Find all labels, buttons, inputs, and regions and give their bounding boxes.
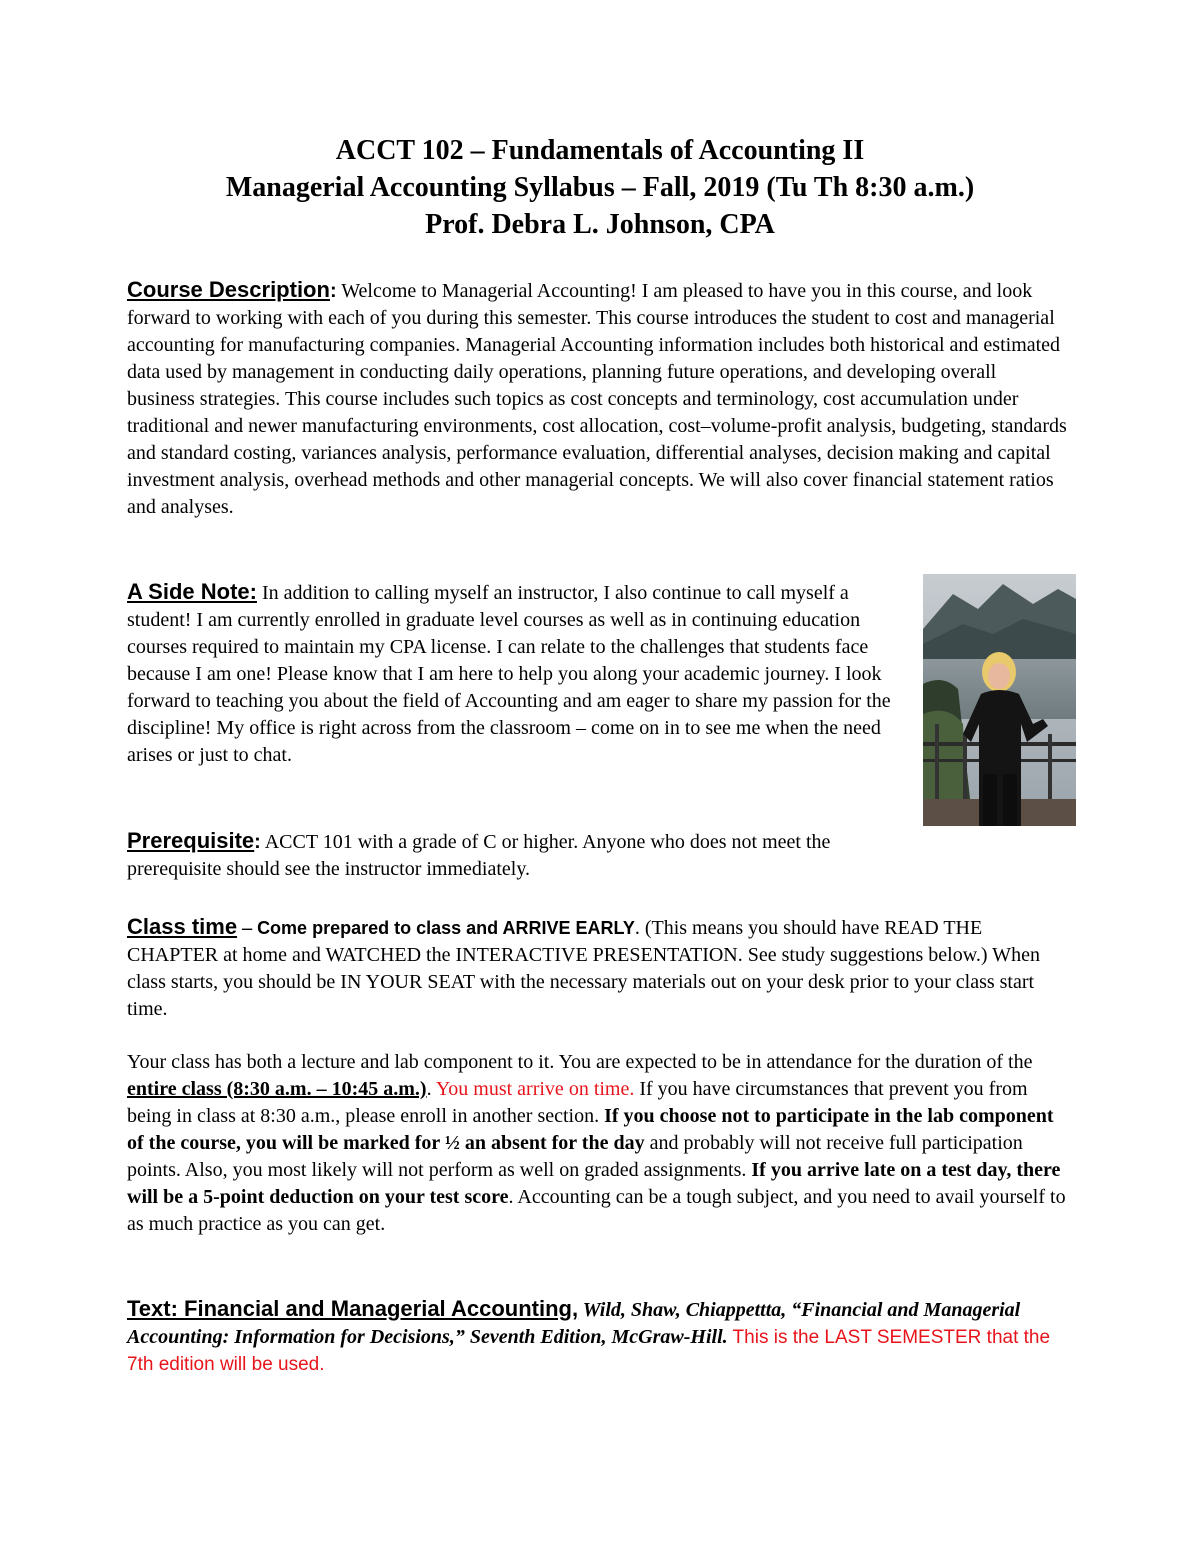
late-test-policy: If you arrive late on a test day, there will be a 5-point deduction on your test score bbox=[127, 1159, 1061, 1208]
arrive-on-time-warning: You must arrive on time. bbox=[435, 1078, 635, 1100]
prerequisite-heading: Prerequisite bbox=[127, 828, 255, 853]
syllabus-subtitle: Managerial Accounting Syllabus – Fall, 2019 (Tu Th 8:30 a.m.) bbox=[225, 172, 975, 203]
class-time-dash: – bbox=[237, 917, 258, 939]
course-description-text: Welcome to Managerial Accounting! I am pleased to have you in this course, and look forward to working with each of you during this semester. This course introduces the student to cost and managerial accounting for manufacturing companies. Managerial Accounting information includes both historical and estimated data used by management in conducting daily operations, planning future operations, and developing overall business strategies. This course includes such topics as cost concepts and terminology, cost accumulation under traditional and newer manufacturing environments, cost allocation, cost–volume-profit analysis, budgeting, standards and standard costing, variances analysis, performance evaluation, differential analyses, decision making and capital investment analysis, overhead methods and other managerial concepts. We will also cover financial statement ratios and analyses. bbox=[127, 280, 1067, 518]
class-details-text-2: . bbox=[426, 1078, 436, 1100]
class-details-text-4: and probably will not receive full participation points. Also, you most likely will not perform as well on graded assignments. bbox=[127, 1132, 1023, 1181]
prerequisite-colon: : bbox=[254, 831, 261, 853]
class-details-text-3: If you have circumstances that prevent you from being in class at 8:30 a.m., please enroll in another section. bbox=[127, 1078, 1028, 1127]
instructor-photo bbox=[923, 574, 1076, 826]
side-note-heading: A Side Note: bbox=[127, 579, 257, 604]
textbook-heading: Text: Financial and Managerial Accounting, bbox=[127, 1296, 579, 1321]
class-time-heading: Class time bbox=[127, 914, 238, 939]
side-note-text: In addition to calling myself an instructor, I also continue to call myself a student! I am currently enrolled in graduate level courses as well as in continuing education courses required to maintain my CPA license. I can relate to the challenges that students face because I am one! Please know that I am here to help you along your academic journey. I look forward to teaching you about the field of Accounting and am eager to share my passion for the discipline! My office is right across from the classroom – come on in to see me when the need arises or just to chat. bbox=[127, 582, 891, 766]
prerequisite-text: ACCT 101 with a grade of C or higher. Anyone who does not meet the prerequisite should see the instructor immediately. bbox=[127, 831, 831, 880]
class-details-text-5: . Accounting can be a tough subject, and you need to avail yourself to as much practice as you can get. bbox=[127, 1186, 1066, 1235]
textbook-citation: Wild, Shaw, Chiappettta, “Financial and Managerial Accounting: Information for Decisions,” Seventh Edition, McGraw-Hill. bbox=[127, 1299, 1021, 1348]
side-note-section bbox=[127, 578, 902, 769]
course-description-heading: Course Description bbox=[127, 277, 330, 302]
syllabus-header bbox=[0, 132, 1200, 243]
prerequisite-section bbox=[127, 827, 887, 883]
class-time-section bbox=[127, 913, 1067, 1023]
course-description-colon: : bbox=[329, 280, 337, 302]
class-time-bold-lead: Come prepared to class and ARRIVE EARLY bbox=[257, 918, 635, 938]
class-details-section bbox=[127, 1049, 1067, 1238]
course-title: ACCT 102 – Fundamentals of Accounting II bbox=[335, 135, 865, 166]
lab-participation-policy: If you choose not to participate in the lab component of the course, you will be marked for ½ an absent for the day bbox=[127, 1105, 1054, 1154]
entire-class-time: entire class (8:30 a.m. – 10:45 a.m.) bbox=[127, 1078, 427, 1100]
class-details-text-1: Your class has both a lecture and lab component to it. You are expected to be in attendance for the duration of the bbox=[127, 1051, 1033, 1073]
class-time-text: (This means you should have READ THE CHAPTER at home and WATCHED the INTERACTIVE PRESENTATION. See study suggestions below.) When class starts, you should be IN YOUR SEAT with the necessary materials out on your desk prior to your class start time. bbox=[127, 917, 1040, 1020]
textbook-edition-note: This is the LAST SEMESTER that the 7th edition will be used. bbox=[127, 1327, 1051, 1375]
textbook-section bbox=[127, 1295, 1067, 1378]
professor-name: Prof. Debra L. Johnson, CPA bbox=[425, 209, 775, 240]
class-time-period: . bbox=[634, 917, 640, 939]
course-description-section bbox=[127, 276, 1067, 521]
